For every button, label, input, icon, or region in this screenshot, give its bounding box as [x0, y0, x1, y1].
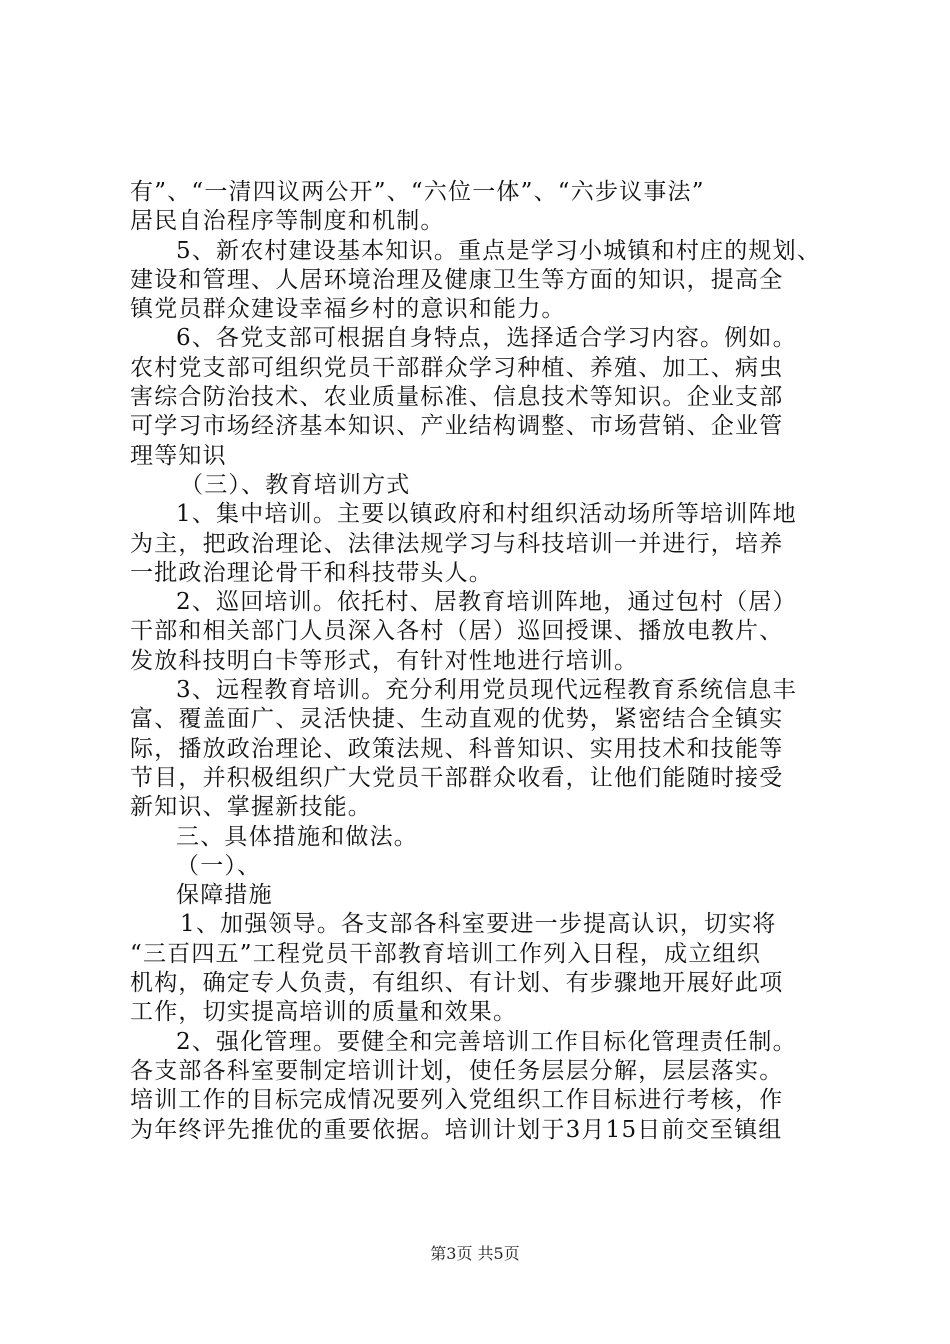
text-line: 三、具体措施和做法。	[176, 823, 418, 850]
text-line: 有”、“一清四议两公开”、“六位一体”、“六步议事法”	[130, 179, 705, 205]
text-line: 为主，把政治理论、法律法规学习与科技培训一并进行，培养	[130, 530, 784, 557]
text-line: 工作，切实提高培训的质量和效果。	[130, 999, 518, 1026]
text-line: 可学习市场经济基本知识、产业结构调整、市场营销、企业管	[130, 413, 784, 440]
text-line: 发放科技明白卡等形式，有针对性地进行培训。	[130, 647, 639, 674]
text-line: 居民自治程序等制度和机制。	[130, 208, 445, 235]
text-line: 1、集中培训。主要以镇政府和村组织活动场所等培训阵地	[176, 501, 797, 528]
text-line: 培训工作的目标完成情况要列入党组织工作目标进行考核，作	[130, 1087, 784, 1114]
text-line: 1、加强领导。各支部各科室要进一步提高认识，切实将	[180, 911, 777, 938]
text-line: 农村党支部可组织党员干部群众学习种植、养殖、加工、病虫	[130, 354, 784, 381]
text-line: 机构，确定专人负责，有组织、有计划、有步骤地开展好此项	[130, 970, 784, 997]
text-line: （一）、	[176, 852, 262, 879]
text-line: 镇党员群众建设幸福乡村的意识和能力。	[130, 296, 566, 323]
text-line: 为年终评先推优的重要依据。培训计划于3月15日前交至镇组	[130, 1116, 783, 1143]
text-line: （三）、教育培训方式	[180, 471, 411, 498]
text-line: 际，播放政治理论、政策法规、科普知识、实用技术和技能等	[130, 735, 784, 762]
text-line: 新知识、掌握新技能。	[130, 794, 372, 821]
text-line: 2、强化管理。要健全和完善培训工作目标化管理责任制。	[176, 1028, 797, 1055]
text-line: 一批政治理论骨干和科技带头人。	[130, 559, 493, 586]
text-line: 害综合防治技术、农业质量标准、信息技术等知识。企业支部	[130, 384, 784, 411]
text-line: 理等知识	[130, 442, 227, 469]
text-line: 节目，并积极组织广大党员干部群众收看，让他们能随时接受	[130, 764, 784, 791]
text-line: 2、巡回培训。依托村、居教育培训阵地，通过包村（居）	[176, 589, 797, 616]
text-line: 6、各党支部可根据自身特点，选择适合学习内容。例如。	[176, 325, 797, 352]
document-body	[130, 178, 830, 1145]
text-line: 3、远程教育培训。充分利用党员现代远程教育系统信息丰	[176, 677, 797, 704]
text-line: 保障措施	[176, 882, 273, 909]
text-line: 建设和管理、人居环境治理及健康卫生等方面的知识，提高全	[130, 266, 784, 293]
text-line: 各支部各科室要制定培训计划，使任务层层分解，层层落实。	[130, 1057, 784, 1084]
text-line: 5、新农村建设基本知识。重点是学习小城镇和村庄的规划、	[176, 237, 822, 264]
text-line: 富、覆盖面广、灵活快捷、生动直观的优势，紧密结合全镇实	[130, 706, 784, 733]
text-line: “三百四五”工程党员干部教育培训工作列入日程，成立组织	[130, 940, 761, 967]
text-line: 干部和相关部门人员深入各村（居）巡回授课、播放电教片、	[130, 618, 784, 645]
page-footer: 第3页 共5页	[430, 1244, 520, 1263]
